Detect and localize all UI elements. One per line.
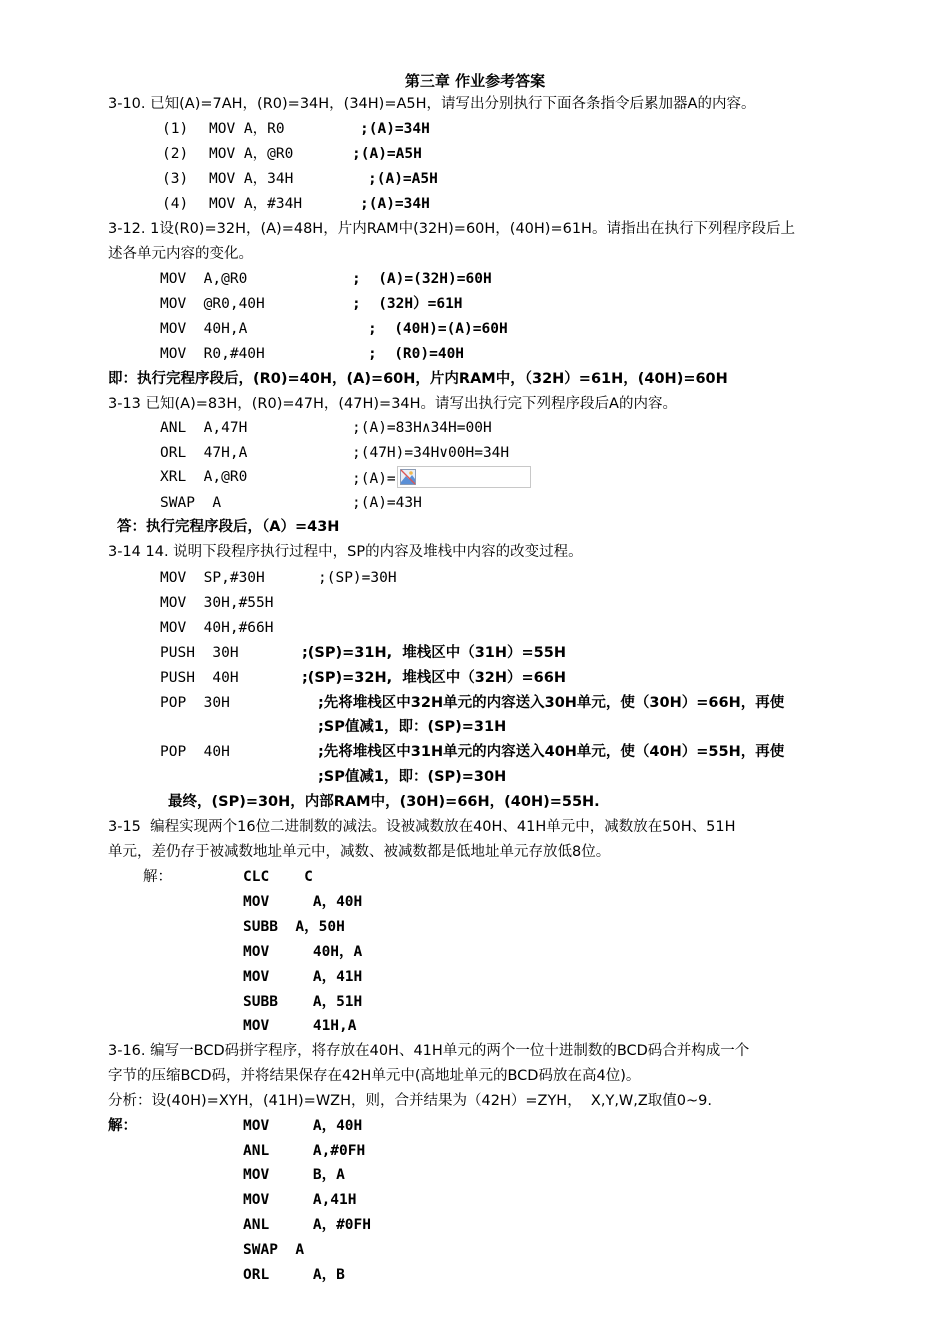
q314-ins-7: POP 40H (160, 744, 230, 760)
q312-ins-4: MOV R0,#40H (160, 346, 265, 362)
q315-code-2: MOV A，40H (243, 894, 363, 910)
q312-question-1: 3-12. 1设(R0)=32H，(A)=48H，片内RAM中(32H)=60H，(40H)=61H。请指出在执行下列程序段后上 (108, 221, 795, 237)
q314-ans-5: ;(SP)=32H, 堆栈区中（32H）=66H (302, 670, 566, 686)
q314-question: 3-14 14. 说明下段程序执行过程中，SP的内容及堆栈中内容的改变过程。 (108, 544, 583, 560)
q315-code-3: SUBB A，50H (243, 919, 345, 935)
q315-code-4: MOV 40H，A (243, 944, 363, 960)
q315-question-2: 单元，差仍存于被减数地址单元中，减数、被减数都是低地址单元存放低8位。 (108, 844, 611, 860)
q313-ans-1: ;(A)=83H∧34H=00H (352, 420, 492, 436)
q310-ins-3: MOV A，34H (209, 171, 294, 187)
q310-ins-2: MOV A，@R0 (209, 146, 294, 162)
q314-ins-2: MOV 30H,#55H (160, 595, 274, 611)
q315-code-5: MOV A，41H (243, 969, 363, 985)
q316-code-6: SWAP A (243, 1242, 305, 1258)
q312-ans-2: ; (32H）=61H (352, 296, 463, 312)
q310-ans-4: ;(A)=34H (360, 196, 430, 212)
q312-ins-1: MOV A,@R0 (160, 271, 248, 287)
q312-summary: 即：执行完程序段后，(R0)=40H，(A)=60H，片内RAM中，（32H）=61H，(40H)=60H (108, 371, 728, 387)
page-title: 第三章 作业参考答案 (404, 72, 546, 90)
q316-code-1: MOV A，40H (243, 1118, 363, 1134)
q312-ins-2: MOV @R0,40H (160, 296, 265, 312)
q313-ins-3: XRL A,@R0 (160, 469, 248, 485)
q316-code-7: ORL A，B (243, 1267, 345, 1283)
q313-answer: 答：执行完程序段后，（A）=43H (117, 519, 340, 535)
q310-ans-3: ;(A)=A5H (368, 171, 438, 187)
q312-question-2: 述各单元内容的变化。 (108, 246, 253, 262)
q316-solution-label: 解： (108, 1118, 137, 1134)
q314-ins-3: MOV 40H,#66H (160, 620, 274, 636)
q315-solution-label: 解： (143, 869, 172, 885)
q313-ans-4: ;(A)=43H (352, 495, 422, 511)
q314-ins-1: MOV SP,#30H (160, 570, 265, 586)
q313-ans-3-row (352, 468, 531, 490)
q310-no-2: (2) (162, 146, 189, 162)
q314-ins-6: POP 30H (160, 695, 230, 711)
q316-code-3: MOV B，A (243, 1167, 345, 1183)
q316-code-4: MOV A,41H (243, 1192, 357, 1208)
q312-ins-3: MOV 40H,A (160, 321, 248, 337)
q316-code-5: ANL A，#0FH (243, 1217, 371, 1233)
broken-image-placeholder (397, 466, 531, 488)
q310-no-4: (4) (162, 196, 189, 212)
q316-question-1: 3-16. 编写一BCD码拼字程序，将存放在40H、41H单元的两个一位十进制数的BCD码合并构成一个 (108, 1043, 750, 1059)
q313-ans-2: ;(47H)=34H∨00H=34H (352, 445, 510, 461)
q314-ins-4: PUSH 30H (160, 645, 239, 661)
q314-ans-7-cont: ;SP值减1，即：(SP)=30H (318, 769, 507, 785)
q314-ins-5: PUSH 40H (160, 670, 239, 686)
q310-ins-1: MOV A，R0 (209, 121, 285, 137)
q315-code-6: SUBB A，51H (243, 994, 363, 1010)
q312-ans-4: ; (R0)=40H (368, 346, 465, 362)
q310-no-3: (3) (162, 171, 189, 187)
q314-ans-6: ;先将堆栈区中32H单元的内容送入30H单元，使（30H）=66H，再使 (318, 695, 785, 711)
q310-no-1: (1) (162, 121, 189, 137)
q310-ans-1: ;(A)=34H (360, 121, 430, 137)
q312-ans-3: ; (40H)=(A)=60H (368, 321, 508, 337)
q316-analysis: 分析：设(40H)=XYH，(41H)=WZH，则，合并结果为（42H）=ZYH， X,Y,W,Z取值0~9. (108, 1093, 713, 1109)
q314-ans-7: ;先将堆栈区中31H单元的内容送入40H单元，使（40H）=55H，再使 (318, 744, 785, 760)
q314-ans-6-cont: ;SP值减1，即：(SP)=31H (318, 719, 507, 735)
broken-image-icon (400, 469, 416, 485)
q313-ins-4: SWAP A (160, 495, 222, 511)
q313-ans-3: ;(A)= (352, 471, 396, 487)
q314-ans-4: ;(SP)=31H, 堆栈区中（31H）=55H (302, 645, 566, 661)
q310-ans-2: ;(A)=A5H (352, 146, 422, 162)
q313-question: 3-13 已知(A)=83H，(R0)=47H，(47H)=34H。请写出执行完下列程序段后A的内容。 (108, 396, 677, 412)
q310-ins-4: MOV A，#34H (209, 196, 303, 212)
q312-ans-1: ; (A)=(32H)=60H (352, 271, 492, 287)
q316-question-2: 字节的压缩BCD码，并将结果保存在42H单元中(高地址单元的BCD码放在高4位)。 (108, 1068, 641, 1084)
q316-code-2: ANL A,#0FH (243, 1143, 366, 1159)
q314-ans-1: ;(SP)=30H (318, 570, 397, 586)
q313-ins-1: ANL A,47H (160, 420, 248, 436)
q314-summary: 最终，(SP)=30H，内部RAM中，(30H)=66H，(40H)=55H. (168, 794, 600, 810)
q310-question: 3-10. 已知(A)=7AH，(R0)=34H，(34H)=A5H，请写出分别执行下面各条指令后累加器A的内容。 (108, 96, 756, 112)
q315-question-1: 3-15 编程实现两个16位二进制数的减法。设被减数放在40H、41H单元中，减数放在50H、51H (108, 819, 736, 835)
q315-code-7: MOV 41H,A (243, 1018, 357, 1034)
q313-ins-2: ORL 47H,A (160, 445, 248, 461)
q315-code-1: CLC C (243, 869, 313, 885)
